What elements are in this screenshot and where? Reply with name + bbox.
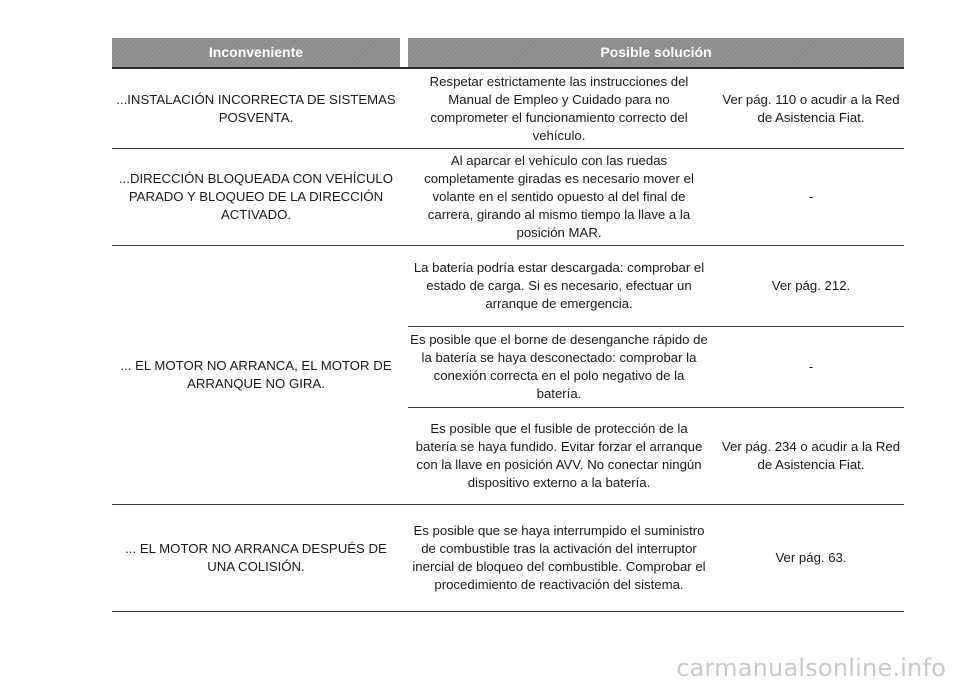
row-4-reference: Ver pág. 63. — [775, 550, 847, 565]
row-2-solution: Al aparcar el vehículo con las ruedas completamente giradas es necesario mover el volante en el sentido opuesto al del final de carrera, girando al mismo tiempo la llave a la posición MAR. — [424, 153, 694, 240]
table-bottom-rule — [112, 611, 904, 612]
row-1-problem: ...INSTALACIÓN INCORRECTA DE SISTEMAS POSVENTA. — [116, 91, 396, 125]
row-3a-solution: La batería podría estar descargada: comprobar el estado de carga. Si es necesario, efectuar un arranque de emergencia. — [413, 260, 705, 311]
header-solution: Posible solución — [408, 38, 904, 67]
header-problem: Inconveniente — [112, 38, 400, 67]
row-1-reference: Ver pág. 110 o acudir a la Red de Asistencia Fiat. — [722, 91, 900, 125]
row-4-solution: Es posible que se haya interrumpido el suministro de combustible tras la activación del interruptor inercial de bloqueo del combustible. Comprobar el procedimiento de reactivación del sistema. — [412, 523, 706, 592]
row-3c-reference: Ver pág. 234 o acudir a la Red de Asistencia Fiat. — [721, 439, 901, 472]
row-3b-solution: Es posible que el borne de desenganche rápido de la batería se haya desconectado: comprobar la conexión correcta en el polo negativo de la batería. — [410, 332, 708, 401]
row-3c-solution: Es posible que el fusible de protección de la batería se haya fundido. Evitar forzar el arranque con la llave en posición AVV. No conectar ningún dispositivo externo a la batería. — [415, 421, 703, 490]
row-3-problem: ... EL MOTOR NO ARRANCA, EL MOTOR DE ARRANQUE NO GIRA. — [120, 358, 392, 391]
row-3a-reference: Ver pág. 212. — [771, 278, 851, 293]
row-2-problem: ...DIRECCIÓN BLOQUEADA CON VEHÍCULO PARADO Y BLOQUEO DE LA DIRECCIÓN ACTIVADO. — [118, 171, 394, 222]
row-2-reference: - — [808, 189, 814, 204]
row-3b-reference: - — [808, 359, 814, 374]
watermark: carmanualsonline.info — [676, 654, 946, 682]
row-1-solution: Respetar estrictamente las instrucciones del Manual de Empleo y Cuidado para no comprometer el funcionamiento correcto del vehículo. — [429, 73, 689, 143]
row-4-problem: ... EL MOTOR NO ARRANCA DESPUÉS DE UNA COLISIÓN. — [125, 541, 387, 574]
